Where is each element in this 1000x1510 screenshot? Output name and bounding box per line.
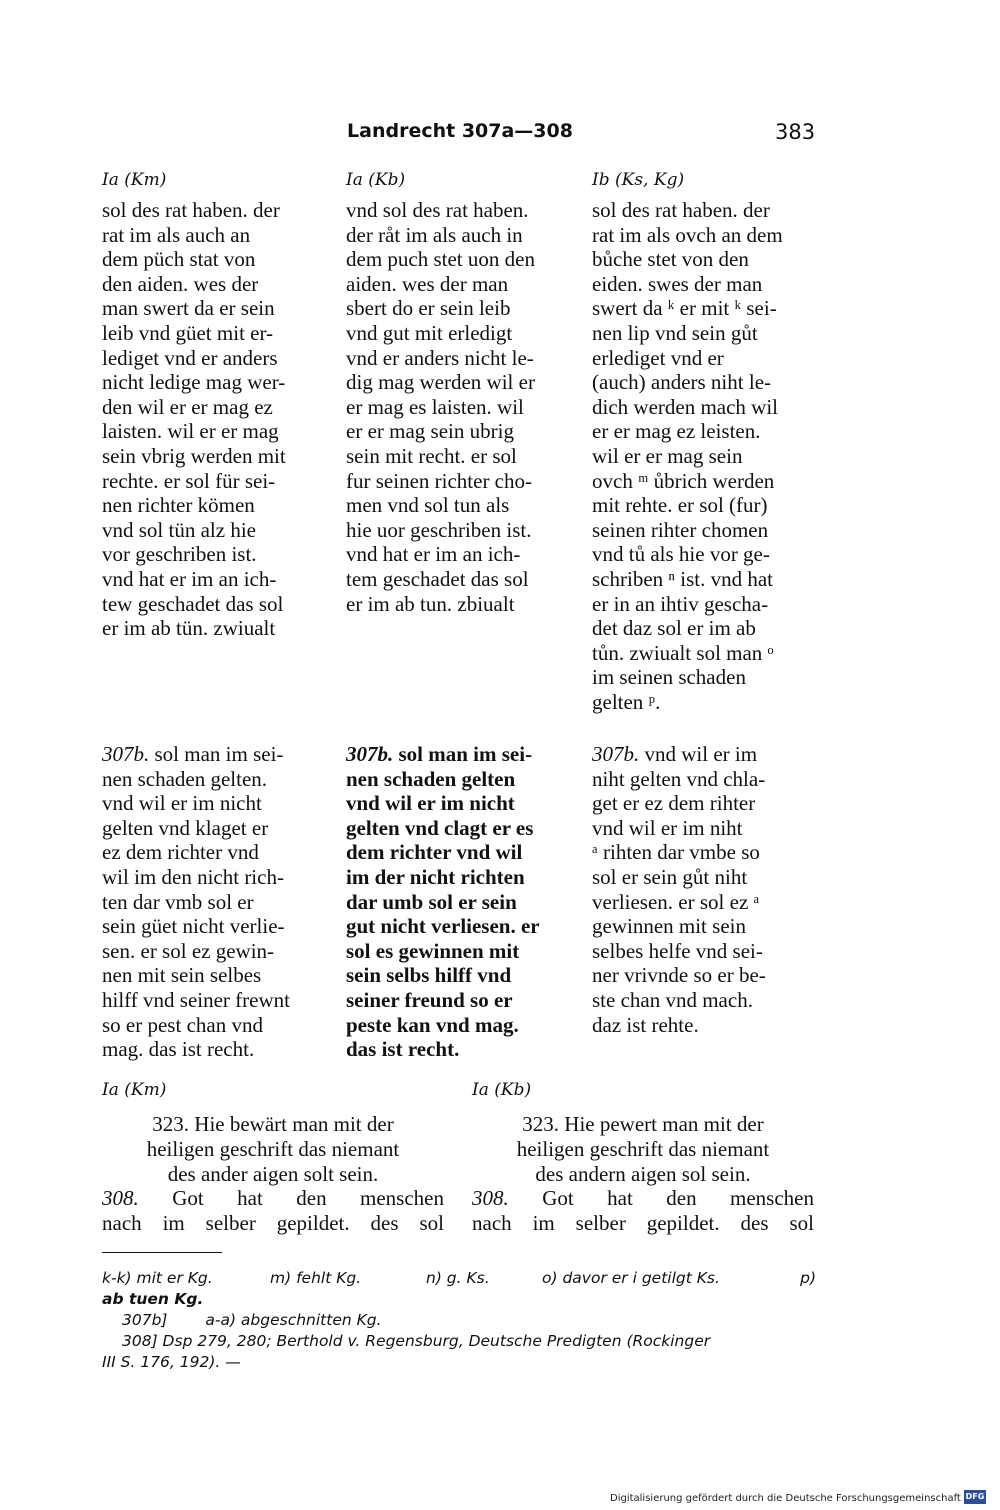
footnote-307b-text: a-a) abgeschnitten Kg. [205, 1311, 382, 1329]
footnote-m: m) fehlt Kg. [270, 1269, 362, 1287]
section-label-307b: 307b. [346, 742, 394, 766]
column-2-text-307b [346, 742, 568, 1062]
column-3-text-top: sol des rat haben. der rat im als ovch an dem bůche stet von den eiden. swes der man swert da ᵏ er mit ᵏ sei- nen lip vnd sein gůt erlediget vnd er (auch) anders niht le- dich werden mach wil er er mag ez leisten. wil er er mag sein ovch ᵐ ůbrich werden mit rehte. er sol (fur) seinen rihter chomen vnd tů als hie vor ge- schriben ⁿ ist. vnd hat er in an ihtiv gescha- det daz sol er im ab tůn. zwiualt sol man ᵒ im seinen schaden gelten ᵖ. [592, 198, 783, 714]
section-label-308: 308. [472, 1186, 509, 1210]
section-text: sol man im sei- nen schaden gelten vnd wil er im nicht gelten vnd clagt er es dem richter vnd wil im der nicht richten dar umb sol er sein gut nicht verliesen. er sol es gewinnen mit sein selbs hilff vnd seiner freund so er peste kan vnd mag. das ist recht. [346, 742, 540, 1062]
footnote-line-3 [122, 1310, 382, 1331]
section-label-307b: 307b. [592, 742, 640, 766]
footnote-line-4: 308] Dsp 279, 280; Berthold v. Regensburg, Deutsche Predigten (Rockinger [122, 1332, 711, 1350]
text-308-right [472, 1186, 814, 1236]
column-3-text-307b [592, 742, 814, 1037]
bottom-label-right: Ia (Kb) [472, 1080, 532, 1100]
footnote-line-2: ab tuen Kg. [102, 1290, 204, 1308]
section-label-308: 308. [102, 1186, 139, 1210]
footnote-o: o) davor er i getilgt Ks. [542, 1269, 720, 1287]
page-number: 383 [775, 120, 816, 144]
heading-323-left: 323. Hie bewärt man mit der heiligen geschrift das niemant des ander aigen solt sein. [146, 1112, 400, 1186]
footnote-k: k-k) mit er Kg. [102, 1269, 213, 1287]
section-text: Got hat den menschen nach im selber gepildet. des sol [472, 1186, 814, 1235]
column-1-text-top: sol des rat haben. der rat im als auch an dem püch stat von den aiden. wes der man swert da er sein leib vnd güet mit er- lediget vnd er anders nicht ledige mag wer- den wil er er mag ez laisten. wil er er mag sein vbrig werden mit rechte. er sol für sei- nen richter kömen vnd sol tün alz hie vor geschriben ist. vnd hat er im an ich- tew geschadet das sol er im ab tün. zwiualt [102, 198, 286, 641]
footnote-n: n) g. Ks. [426, 1269, 490, 1287]
column-label-1: Ia (Km) [102, 170, 167, 190]
text-308-left [102, 1186, 444, 1236]
digitization-credit: Digitalisierung gefördert durch die Deutsche Forschungsgemeinschaft [610, 1493, 961, 1504]
column-1-text-307b [102, 742, 324, 1062]
section-text: vnd wil er im niht gelten vnd chla- get er ez dem rihter vnd wil er im niht ᵃ rihten dar vmbe so sol er sein gůt niht verliesen. er sol ez ᵃ gewinnen mit sein selbes helfe vnd sei- ner vrivnde so er be- ste chan vnd mach. daz ist rehte. [592, 742, 766, 1037]
section-label-307b: 307b. [102, 742, 150, 766]
footnote-307b-label: 307b] [122, 1311, 168, 1329]
footnote-divider [102, 1252, 222, 1253]
column-label-2: Ia (Kb) [346, 170, 406, 190]
section-text: Got hat den menschen nach im selber gepildet. des sol [102, 1186, 444, 1235]
footnote-line-5: III S. 176, 192). — [102, 1353, 241, 1371]
dfg-logo: DFG [964, 1490, 986, 1504]
page-title: Landrecht 307a—308 [347, 120, 573, 142]
bottom-label-left: Ia (Km) [102, 1080, 167, 1100]
column-2-text-top: vnd sol des rat haben. der råt im als auch in dem puch stet uon den aiden. wes der man sbert do er sein leib vnd gut mit erledigt vnd er anders nicht le- dig mag werden wil er er mag es laisten. wil er er mag sein ubrig sein mit recht. er sol fur seinen richter cho- men vnd sol tun als hie uor geschriben ist. vnd hat er im an ich- tem geschadet das sol er im ab tun. zbiualt [346, 198, 535, 616]
column-label-3: Ib (Ks, Kg) [592, 170, 685, 190]
heading-323-right: 323. Hie pewert man mit der heiligen geschrift das niemant des andern aigen sol sein. [516, 1112, 770, 1186]
footnote-p: p) [800, 1269, 816, 1287]
section-text: sol man im sei- nen schaden gelten. vnd wil er im nicht gelten vnd klaget er ez dem richter vnd wil im den nicht rich- ten dar vmb sol er sein güet nicht verlie- sen. er sol ez gewin- nen mit sein selbes hilff vnd seiner frewnt so er pest chan vnd mag. das ist recht. [102, 742, 290, 1062]
